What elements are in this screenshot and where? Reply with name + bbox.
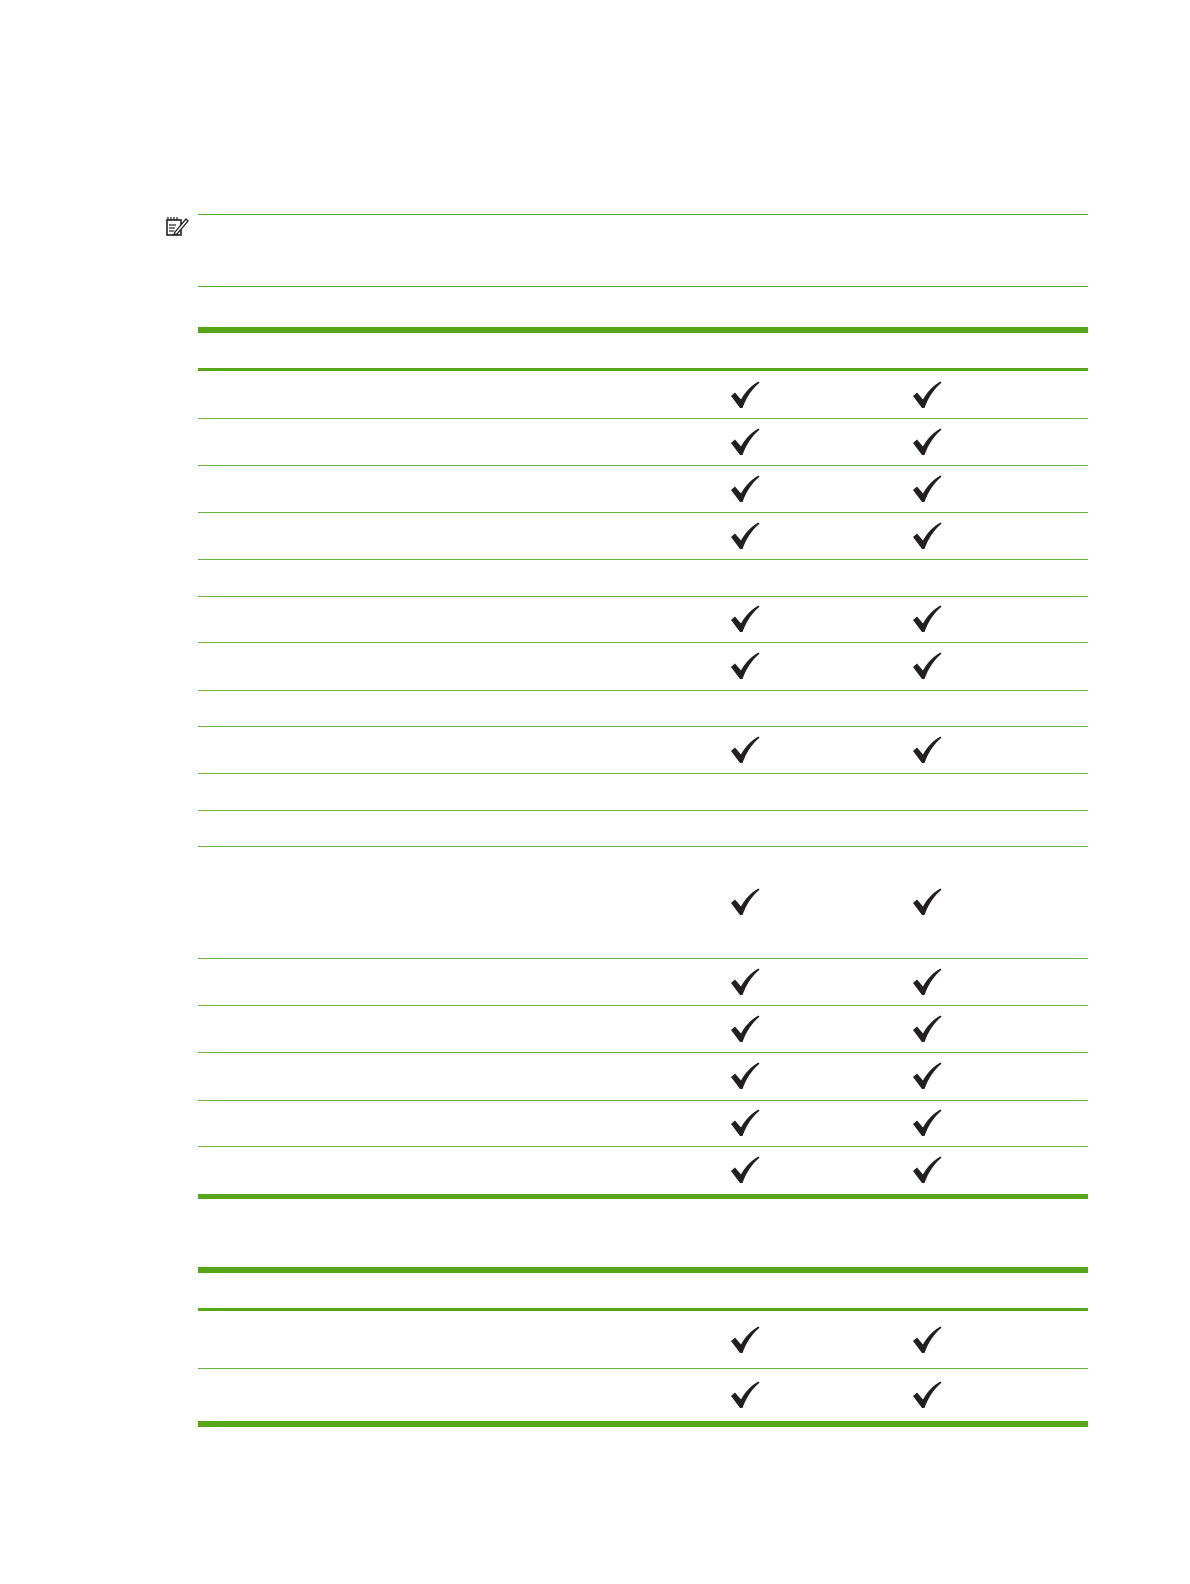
table2-top-bar (198, 1267, 1088, 1273)
note-top-rule (198, 214, 1088, 215)
checkmark-icon (730, 1326, 760, 1354)
table2-row-divider (198, 1368, 1088, 1369)
checkmark-icon (730, 1156, 760, 1184)
checkmark-icon (912, 605, 942, 633)
table1-row-divider (198, 726, 1088, 727)
checkmark-icon (912, 475, 942, 503)
table1-row-divider (198, 1100, 1088, 1101)
checkmark-icon (730, 652, 760, 680)
checkmark-icon (730, 605, 760, 633)
checkmark-icon (912, 1109, 942, 1137)
checkmark-icon (912, 1156, 942, 1184)
checkmark-icon (730, 381, 760, 409)
note-icon (165, 216, 189, 238)
table1-row-divider (198, 418, 1088, 419)
table1-row-divider (198, 810, 1088, 811)
table1-row-divider (198, 773, 1088, 774)
checkmark-icon (912, 381, 942, 409)
checkmark-icon (912, 522, 942, 550)
checkmark-icon (730, 1109, 760, 1137)
checkmark-icon (912, 968, 942, 996)
checkmark-icon (912, 1062, 942, 1090)
checkmark-icon (912, 428, 942, 456)
table1-row-divider (198, 1052, 1088, 1053)
table1-row-divider (198, 642, 1088, 643)
table1-row-divider (198, 1146, 1088, 1147)
table1-row-divider (198, 465, 1088, 466)
checkmark-icon (912, 736, 942, 764)
checkmark-icon (912, 1326, 942, 1354)
checkmark-icon (912, 1015, 942, 1043)
table1-row-divider (198, 559, 1088, 560)
checkmark-icon (730, 475, 760, 503)
checkmark-icon (730, 522, 760, 550)
table1-row-divider (198, 958, 1088, 959)
note-bottom-rule (198, 286, 1088, 287)
checkmark-icon (730, 1381, 760, 1409)
table1-row-divider (198, 690, 1088, 691)
table1-row-divider (198, 512, 1088, 513)
checkmark-icon (730, 736, 760, 764)
checkmark-icon (730, 888, 760, 916)
table1-top-bar (198, 327, 1088, 333)
checkmark-icon (912, 652, 942, 680)
table1-row-divider (198, 596, 1088, 597)
table2-bottom-bar (198, 1421, 1088, 1427)
table1-row-divider (198, 846, 1088, 847)
checkmark-icon (730, 968, 760, 996)
table1-row-divider (198, 1005, 1088, 1006)
table1-header-bar (198, 368, 1088, 371)
checkmark-icon (730, 1062, 760, 1090)
table1-bottom-bar (198, 1194, 1088, 1199)
checkmark-icon (912, 1381, 942, 1409)
checkmark-icon (730, 428, 760, 456)
checkmark-icon (912, 888, 942, 916)
checkmark-icon (730, 1015, 760, 1043)
table2-header-bar (198, 1308, 1088, 1311)
